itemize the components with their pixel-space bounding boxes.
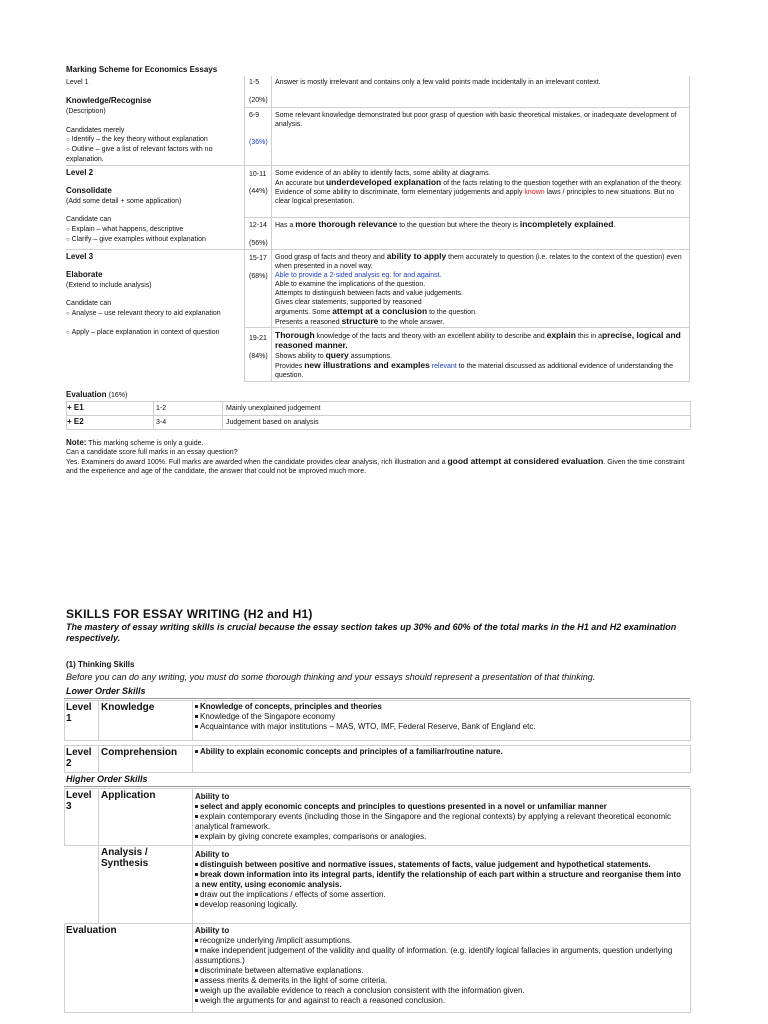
evaluation-text: Judgement based on analysis [226, 419, 319, 426]
level-2-item: ○ Explain – what happens, descriptive [66, 226, 184, 233]
skills-title: SKILLS FOR ESSAY WRITING (H2 and H1) [66, 607, 313, 621]
level-1-item: ○ Outline – give a list of relevant factors with no explanation. [66, 146, 213, 163]
skill-items: Ability to explain economic concepts and principles of a familiar/routine nature. [195, 747, 685, 757]
skill-name: Application [101, 790, 156, 801]
skills-intro: Before you can do any writing, you must do some thorough thinking and your essays should represent a presentation of that thinking. [66, 672, 596, 682]
divider [244, 76, 245, 382]
level-3-item: ○ Analyse – use relevant theory to aid explanation [66, 310, 221, 317]
divider [66, 249, 690, 250]
evaluation-label: + E1 [67, 403, 84, 412]
band-pct: (36%) [249, 139, 268, 146]
evaluation-heading: Evaluation (16%) [66, 390, 128, 399]
evaluation-range: 3-4 [156, 419, 167, 426]
divider [64, 786, 690, 787]
divider [66, 165, 690, 166]
divider [689, 76, 690, 382]
divider [153, 401, 154, 429]
level-2-item: ○ Clarify – give examples without explanation [66, 236, 206, 243]
band-text: Thorough knowledge of the facts and theory with an excellent ability to describe and explain this in aprecise, logical and reasoned manner. Shows ability to query assumptions. Provides new illustrations and examples relevant to the material discussed as additional evidence of understanding the question. [275, 330, 681, 379]
level-3-heading: Elaborate [66, 270, 103, 279]
level-1-heading: Knowledge/Recognise [66, 96, 152, 105]
level-label: Level 3 [66, 790, 92, 812]
evaluation-label: + E2 [67, 417, 84, 426]
band-text: Some relevant knowledge demonstrated but poor grasp of question with basic theoretical mistakes, or inadequate development of analysis. [275, 112, 677, 128]
band-pct: (56%) [249, 240, 268, 247]
level-1-item: ○ Identify – the key theory without explanation [66, 136, 208, 143]
level-1-label: Level 1 [66, 79, 89, 86]
section-heading: (1) Thinking Skills [66, 660, 135, 669]
band-pct: (84%) [249, 353, 268, 360]
band-text: Good grasp of facts and theory and ability to apply them accurately to question (i.e. relates to the context of the question) even when presented in a novel way. Able to provide a 2-sided analysis eg. for and against. Able to examine the implications of the question. Attempts to distinguish between facts and value judgements. Gives clear statements, supported by reasoned arguments. Some attempt at a conclusion to the question. Presents a reasoned structure to the whole answer. [275, 251, 682, 326]
level-3-candidates: Candidate can [66, 300, 112, 307]
skill-name: Evaluation [66, 925, 117, 936]
skill-name: Analysis / Synthesis [101, 847, 149, 869]
level-2-candidates: Candidate can [66, 216, 112, 223]
note: Note: This marking scheme is only a guide. Can a candidate score full marks in an essay question? Yes. Examiners do award 100%. Full marks are awarded when the candidate provides clear analysis, rich illustration and a good attempt at considered evaluation. Given the time constraint and the experience and age of the candidate, the answer that could not be improved much more. [66, 438, 685, 475]
skill-items: Ability to select and apply economic concepts and principles to questions presented in a novel or unfamiliar manner explain contemporary events (including those in the Singapore and the regional contexts) by applying a relevant theoretical economic analytical framework. explain by giving concrete examples, comparisons or analogies. [195, 792, 671, 841]
level-3-item: ○ Apply – place explanation in context of question [66, 329, 220, 336]
level-label: Level 2 [66, 747, 92, 769]
level-2-heading: Consolidate [66, 186, 112, 195]
band-range: 12-14 [249, 222, 267, 229]
divider [244, 381, 690, 382]
level-label: Level 1 [66, 702, 92, 724]
level-3-sub: (Extend to include analysis) [66, 282, 152, 289]
skill-items: Ability to distinguish between positive and normative issues, statements of facts, value judgement and hypothetical statements. break down information into its integral parts, identify the relationship of each part within a structure and reorganise them into a new entity, using economic analysis. draw out the implications / effects of some assertion. develop reasoning logically. [195, 850, 681, 909]
level-2-label: Level 2 [66, 168, 94, 177]
band-range: 19-21 [249, 335, 267, 342]
divider [244, 107, 690, 108]
divider [64, 698, 690, 699]
band-pct: (44%) [249, 188, 268, 195]
divider [222, 401, 223, 429]
divider [271, 76, 272, 382]
skill-name: Comprehension [101, 747, 178, 758]
scheme-title: Marking Scheme for Economics Essays [66, 65, 218, 74]
level-1-sub: (Description) [66, 108, 106, 115]
skill-items: Ability to recognize underlying /implicit assumptions. make independent judgement of the validity and quality of information. (e.g. identify logical fallacies in arguments, question underlying assumptions.) discriminate between alternative explanations. assess merits & demerits in the light of some criteria. weigh up the available evidence to reach a conclusion consistent with the information given. weigh the arguments for and against to reach a reasoned conclusion. [195, 926, 673, 1005]
band-range: 6-9 [249, 112, 260, 119]
skills-subtitle: The mastery of essay writing skills is crucial because the essay section takes up 30% and 60% of the total marks in the H1 and H2 examination respectively. [66, 622, 677, 643]
level-2-sub: (Add some detail + some application) [66, 198, 182, 205]
band-range: 10-11 [249, 171, 267, 178]
band-pct: (68%) [249, 273, 268, 280]
band-text: Some evidence of an ability to identify facts, some ability at diagrams. An accurate but underdeveloped explanation of the facts relating to the question together with an explanation of the theory. Evidence of some ability to discriminate, form elementary judgements and apply known laws / principles to new situations. But no clear logical presentation. [275, 170, 682, 205]
skill-name: Knowledge [101, 702, 155, 713]
cell [64, 923, 193, 1013]
band-text: Answer is mostly irrelevant and contains only a few valid points made incidentally in an irrelevant context. [275, 79, 601, 86]
evaluation-text: Mainly unexplained judgement [226, 405, 321, 412]
skill-items: Knowledge of concepts, principles and theories Knowledge of the Singapore economy Acquaintance with major institutions – MAS, WTO, IMF, Federal Reserve, Bank of England etc. [195, 702, 685, 732]
level-3-label: Level 3 [66, 252, 94, 261]
band-range: 1-5 [249, 79, 260, 86]
divider [244, 327, 690, 328]
lower-order-heading: Lower Order Skills [66, 686, 146, 696]
higher-order-heading: Higher Order Skills [66, 774, 148, 784]
evaluation-range: 1-2 [156, 405, 167, 412]
band-pct: (20%) [249, 97, 268, 104]
divider [244, 217, 690, 218]
level-1-candidates: Candidates merely [66, 127, 125, 134]
band-range: 15-17 [249, 255, 267, 262]
band-text: Has a more thorough relevance to the question but where the theory is incompletely explained. [275, 219, 616, 229]
